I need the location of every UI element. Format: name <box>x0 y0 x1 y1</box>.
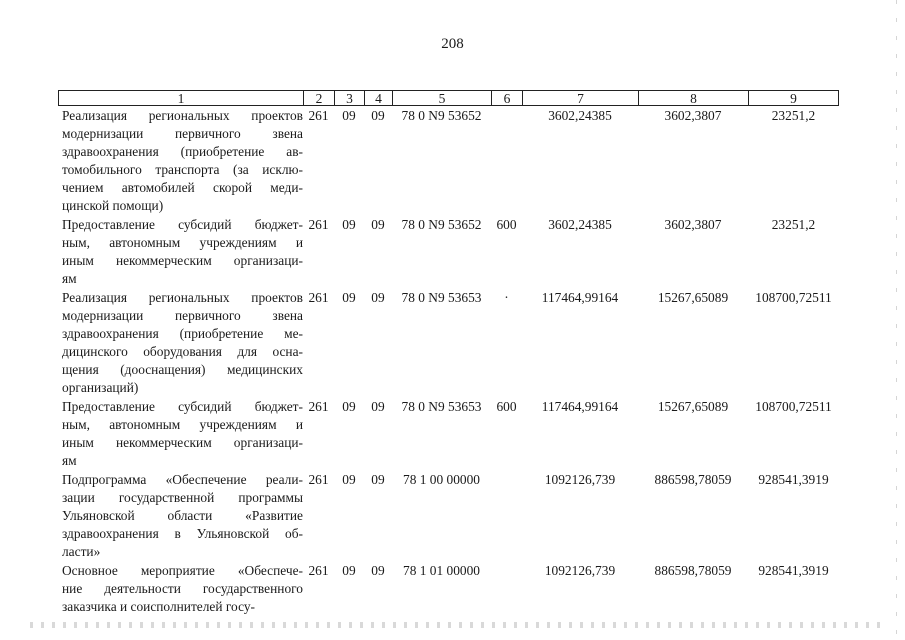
row-col-7: 117464,99164 <box>541 399 619 414</box>
table-body <box>58 106 839 616</box>
row-col-2: 261 <box>308 563 329 578</box>
row-col-6: · <box>504 290 509 305</box>
row-description <box>58 288 303 397</box>
description-line: Ульяновской области «Развитие <box>62 508 303 523</box>
row-col-5: 78 1 01 00000 <box>403 563 480 578</box>
description-line: щения (дооснащения) медицинских <box>62 362 303 377</box>
header-col-9: 9 <box>748 90 839 106</box>
row-col-7: 1092126,739 <box>544 563 616 578</box>
description-line: томобильного транспорта (за исклю- <box>62 162 303 177</box>
row-col-2: 261 <box>308 472 329 487</box>
description-line: здравоохранения (приобретение ме- <box>62 326 303 341</box>
budget-table <box>58 90 839 616</box>
row-col-8: 3602,3807 <box>664 217 722 232</box>
row-col-4: 09 <box>371 563 385 578</box>
row-col-7: 3602,24385 <box>548 108 612 123</box>
row-col-5: 78 0 N9 53653 <box>401 290 482 305</box>
row-col-7: 3602,24385 <box>548 217 612 232</box>
scan-noise <box>30 622 880 628</box>
row-col-8: 886598,78059 <box>654 563 732 578</box>
row-col-8: 886598,78059 <box>654 472 732 487</box>
description-line: ным, автономным учреждениям и <box>62 235 303 250</box>
row-col-9: 23251,2 <box>771 217 816 232</box>
table-row <box>58 288 839 397</box>
row-col-6: 600 <box>496 217 517 232</box>
row-col-6: 600 <box>496 399 517 414</box>
description-line: модернизации первичного звена <box>62 126 303 141</box>
description-line: Основное мероприятие «Обеспече- <box>62 563 303 578</box>
description-line: цинской помощи) <box>62 198 164 213</box>
description-line: здравоохранения (приобретение ав- <box>62 144 303 159</box>
row-col-6 <box>491 561 522 562</box>
row-col-8: 3602,3807 <box>664 108 722 123</box>
description-line: Реализация региональных проектов <box>62 290 303 305</box>
row-col-6 <box>491 470 522 471</box>
row-col-4: 09 <box>371 217 385 232</box>
row-col-4: 09 <box>371 399 385 414</box>
row-col-6 <box>491 106 522 107</box>
table-row <box>58 470 839 561</box>
row-col-5: 78 0 N9 53653 <box>401 399 482 414</box>
description-line: ям <box>62 271 77 286</box>
description-line: Предоставление субсидий бюджет- <box>62 217 303 232</box>
description-line: иным некоммерческим организаци- <box>62 253 303 268</box>
table-row <box>58 397 839 470</box>
row-col-2: 261 <box>308 217 329 232</box>
row-col-2: 261 <box>308 399 329 414</box>
page-number: 208 <box>441 36 464 52</box>
description-line: зации государственной программы <box>62 490 303 505</box>
row-col-2: 261 <box>308 290 329 305</box>
row-col-4: 09 <box>371 290 385 305</box>
header-col-2: 2 <box>303 90 334 106</box>
description-line: иным некоммерческим организаци- <box>62 435 303 450</box>
row-col-9: 23251,2 <box>771 108 816 123</box>
row-description <box>58 397 303 470</box>
header-col-7: 7 <box>522 90 638 106</box>
row-col-5: 78 0 N9 53652 <box>401 108 482 123</box>
table-row <box>58 561 839 616</box>
row-col-3: 09 <box>342 563 356 578</box>
row-col-4: 09 <box>371 108 385 123</box>
row-col-9: 928541,3919 <box>758 563 829 578</box>
header-col-1: 1 <box>58 90 303 106</box>
row-description <box>58 215 303 288</box>
table-header-row <box>58 90 839 106</box>
row-description <box>58 106 303 215</box>
row-col-5: 78 0 N9 53652 <box>401 217 482 232</box>
row-col-7: 117464,99164 <box>541 290 619 305</box>
header-col-6: 6 <box>491 90 522 106</box>
description-line: ласти» <box>62 544 101 559</box>
row-col-2: 261 <box>308 108 329 123</box>
row-col-3: 09 <box>342 472 356 487</box>
description-line: Предоставление субсидий бюджет- <box>62 399 303 414</box>
row-col-9: 928541,3919 <box>758 472 829 487</box>
description-line: заказчика и соисполнителей госу- <box>62 599 255 614</box>
scan-edge <box>896 0 897 640</box>
description-line: здравоохранения в Ульяновской об- <box>62 526 303 541</box>
header-col-4: 4 <box>364 90 392 106</box>
row-col-9: 108700,72511 <box>755 290 832 305</box>
header-col-3: 3 <box>334 90 364 106</box>
description-line: организаций) <box>62 380 139 395</box>
row-col-7: 1092126,739 <box>544 472 616 487</box>
row-col-8: 15267,65089 <box>657 399 729 414</box>
row-description <box>58 561 303 616</box>
row-col-3: 09 <box>342 290 356 305</box>
row-col-4: 09 <box>371 472 385 487</box>
description-line: ям <box>62 453 77 468</box>
row-col-5: 78 1 00 00000 <box>403 472 480 487</box>
description-line: ние деятельности государственного <box>62 581 303 596</box>
header-col-8: 8 <box>638 90 748 106</box>
description-line: Реализация региональных проектов <box>62 108 303 123</box>
description-line: чением автомобилей скорой меди- <box>62 180 303 195</box>
row-col-9: 108700,72511 <box>755 399 832 414</box>
description-line: ным, автономным учреждениям и <box>62 417 303 432</box>
description-line: модернизации первичного звена <box>62 308 303 323</box>
row-description <box>58 470 303 561</box>
table-row <box>58 106 839 215</box>
description-line: дицинского оборудования для осна- <box>62 344 303 359</box>
row-col-3: 09 <box>342 108 356 123</box>
description-line: Подпрограмма «Обеспечение реали- <box>62 472 303 487</box>
table-row <box>58 215 839 288</box>
header-col-5: 5 <box>392 90 491 106</box>
row-col-8: 15267,65089 <box>657 290 729 305</box>
row-col-3: 09 <box>342 217 356 232</box>
row-col-3: 09 <box>342 399 356 414</box>
